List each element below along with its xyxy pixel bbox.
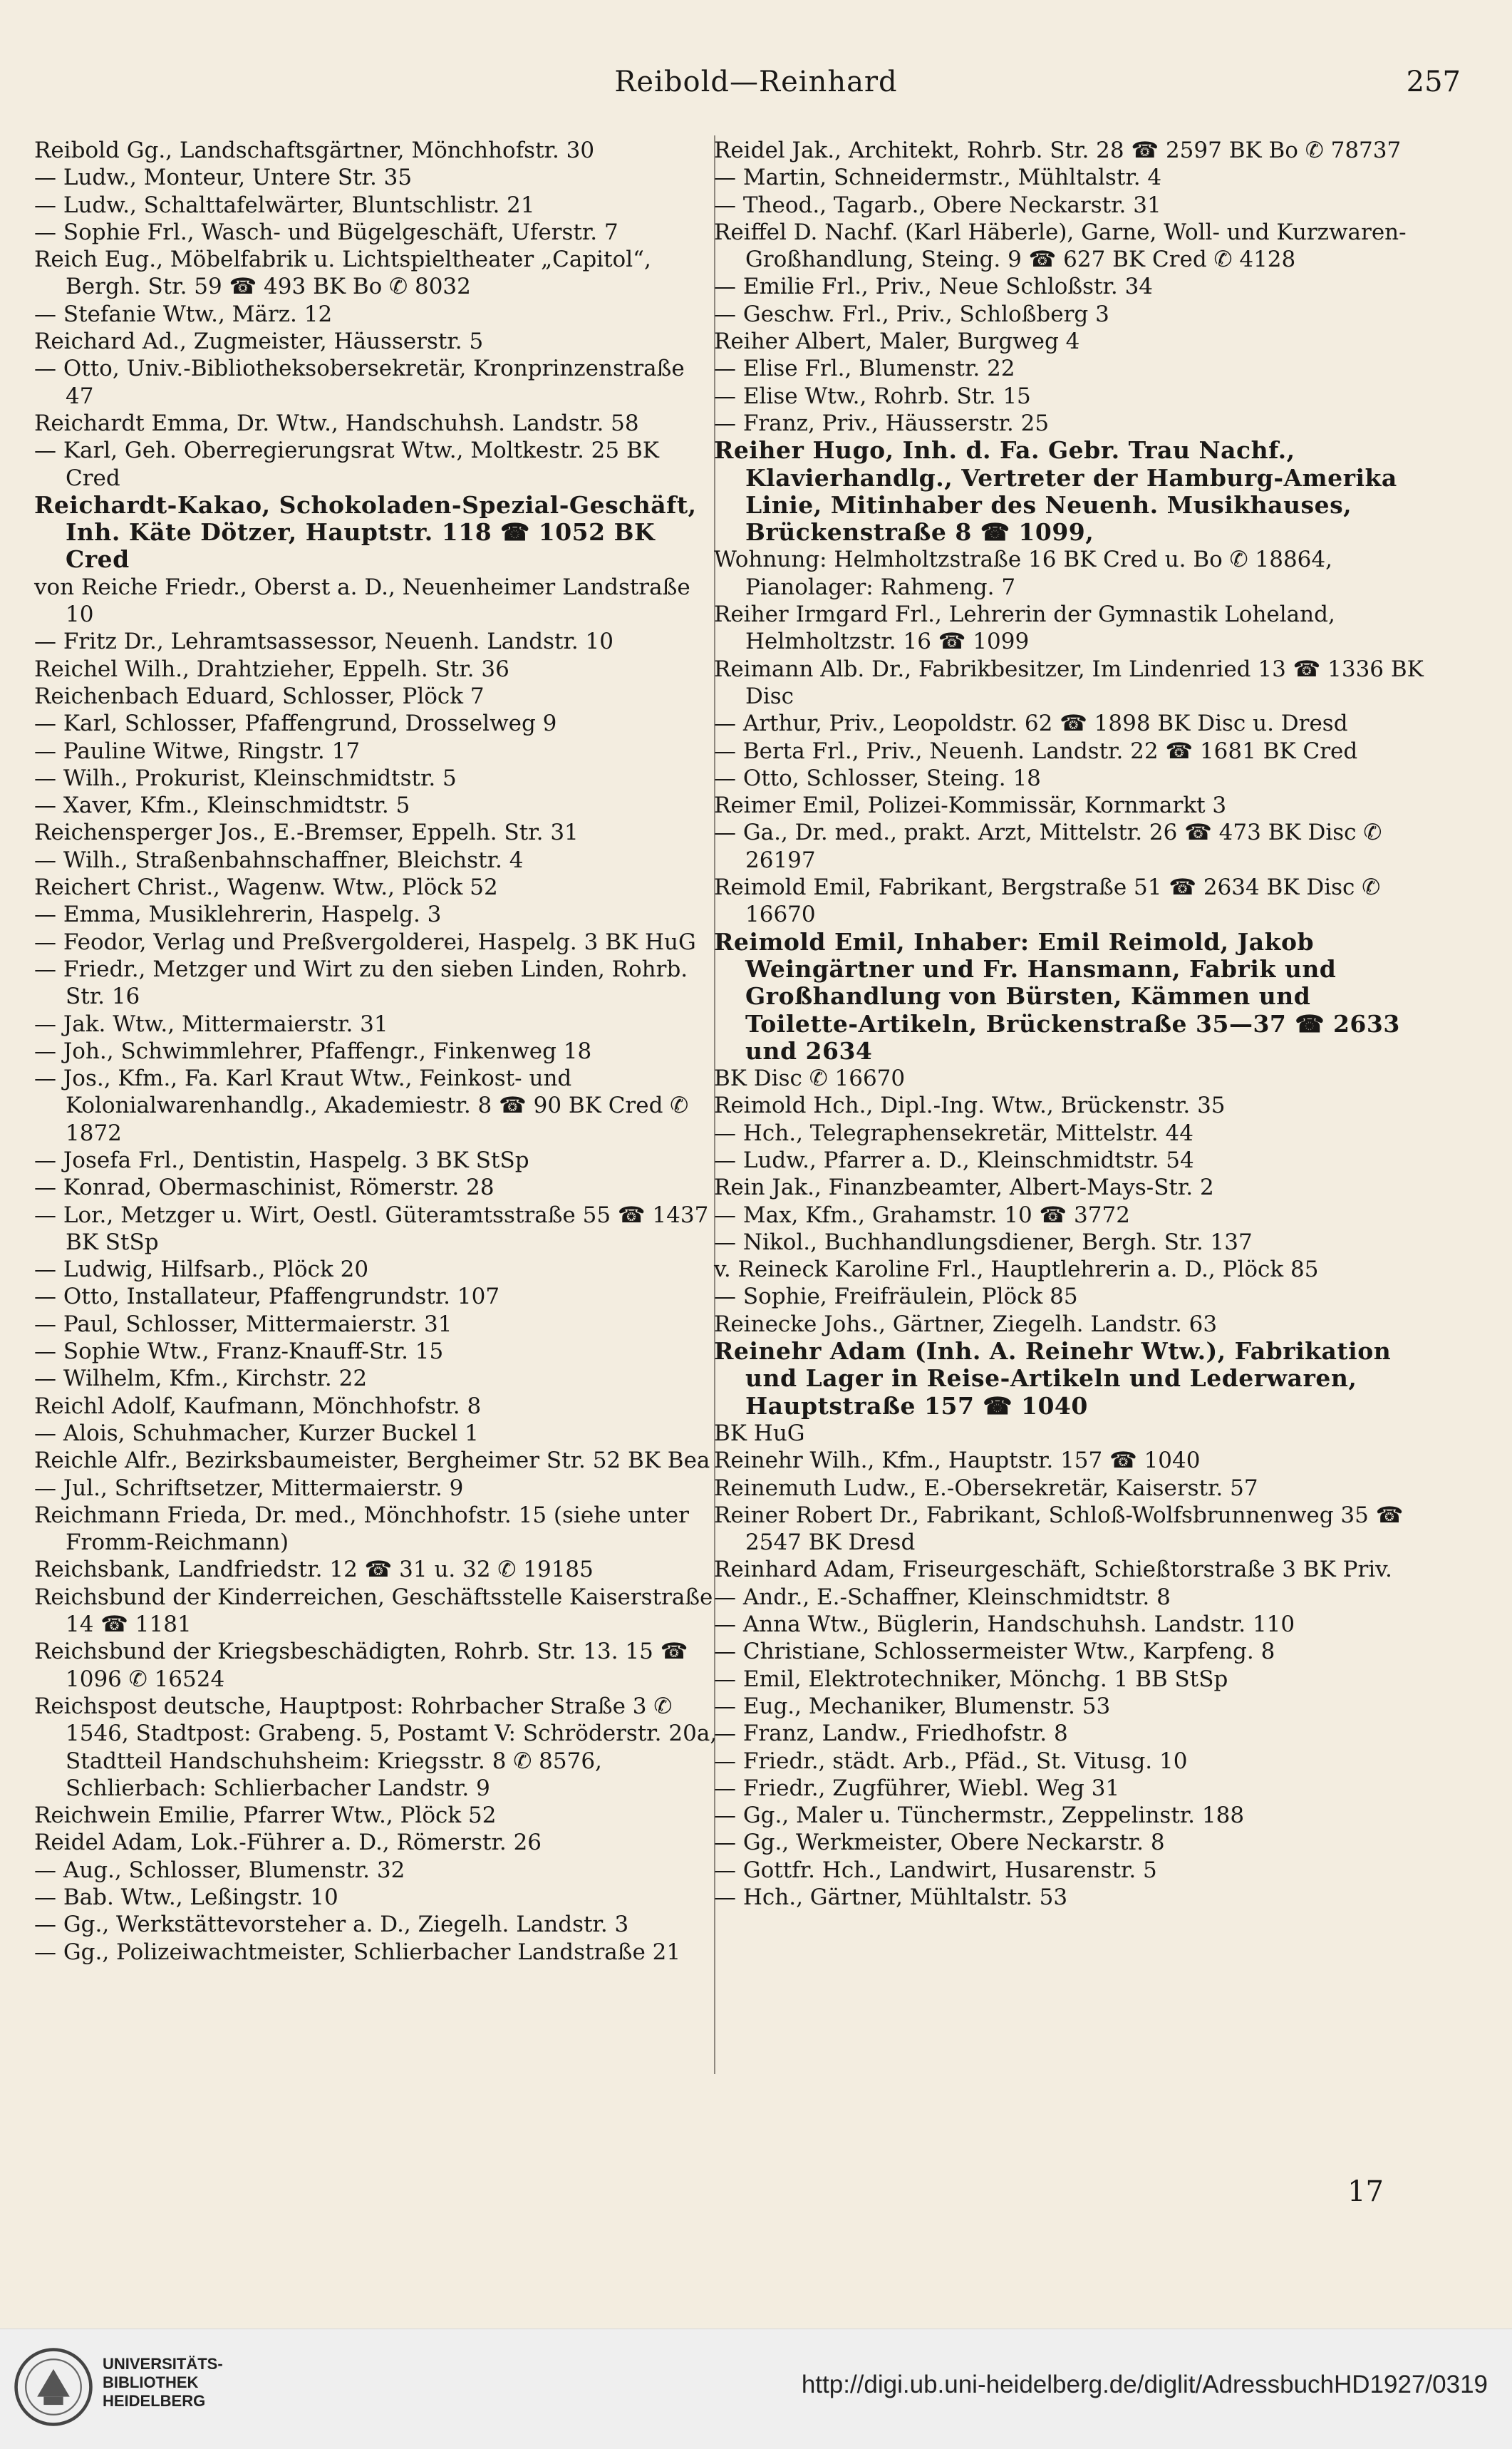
directory-entry: — Arthur, Priv., Leopoldstr. 62 ☎ 1898 BK Disc u. Dresd: [714, 711, 1348, 737]
directory-entry: — Emma, Musiklehrerin, Haspelg. 3: [34, 902, 442, 928]
directory-entry: — Otto, Univ.-Bibliotheksobersekretär, Kronprinzenstraße 47: [34, 356, 685, 409]
directory-entry: Reichsbank, Landfriedstr. 12 ☎ 31 u. 32 ✆ 19185: [34, 1557, 594, 1583]
directory-entry: — Elise Frl., Blumenstr. 22: [714, 356, 1015, 382]
directory-entry: Reimold Emil, Inhaber: Emil Reimold, Jakob Weingärtner und Fr. Hansmann, Fabrik und Großhandlung von Bürsten, Kämmen und Toilette-Artikeln, Brückenstraße 35—37 ☎ 2633 und 2634: [714, 927, 1400, 1065]
footer-bar: [0, 2329, 1512, 2449]
directory-entry: Reimann Alb. Dr., Fabrikbesitzer, Im Lindenried 13 ☎ 1336 BK Disc: [714, 656, 1424, 709]
directory-entry: Reiffel D. Nachf. (Karl Häberle), Garne, Woll- und Kurzwaren-Großhandlung, Steing. 9 ☎ 627 BK Cred ✆ 4128: [714, 219, 1407, 273]
directory-entry: — Friedr., Zugführer, Wiebl. Weg 31: [714, 1775, 1120, 1801]
directory-entry: — Karl, Schlosser, Pfaffengrund, Drosselweg 9: [34, 711, 557, 737]
logo-line: BIBLIOTHEK: [103, 2373, 199, 2391]
directory-entry: Reiner Robert Dr., Fabrikant, Schloß-Wolfsbrunnenweg 35 ☎ 2547 BK Dresd: [714, 1502, 1404, 1556]
directory-entry: Reiher Irmgard Frl., Lehrerin der Gymnastik Loheland, Helmholtzstr. 16 ☎ 1099: [714, 602, 1335, 655]
directory-entry: von Reiche Friedr., Oberst a. D., Neuenheimer Landstraße 10: [34, 574, 690, 628]
directory-entry: — Otto, Schlosser, Steing. 18: [714, 765, 1041, 791]
directory-entry: — Fritz Dr., Lehramtsassessor, Neuenh. Landstr. 10: [34, 629, 614, 655]
directory-entry: Reimold Hch., Dipl.-Ing. Wtw., Brückenstr. 35: [714, 1093, 1226, 1119]
directory-entry: — Hch., Gärtner, Mühltalstr. 53: [714, 1885, 1068, 1910]
directory-entry: — Xaver, Kfm., Kleinschmidtstr. 5: [34, 793, 410, 819]
directory-entry: — Joh., Schwimmlehrer, Pfaffengr., Finkenweg 18: [34, 1038, 592, 1064]
directory-entry: — Wilh., Straßenbahnschaffner, Bleichstr. 4: [34, 847, 524, 873]
directory-entry: — Jak. Wtw., Mittermaierstr. 31: [34, 1011, 388, 1037]
library-logo: [13, 2341, 227, 2433]
directory-entry: — Aug., Schlosser, Blumenstr. 32: [34, 1857, 405, 1883]
directory-entry: — Sophie Frl., Wasch- und Bügelgeschäft, Uferstr. 7: [34, 219, 618, 245]
directory-entry: v. Reineck Karoline Frl., Hauptlehrerin a. D., Plöck 85: [714, 1257, 1319, 1283]
directory-entry: Reinhard Adam, Friseurgeschäft, Schießtorstraße 3 BK Priv.: [714, 1557, 1392, 1583]
directory-entry: — Geschw. Frl., Priv., Schloßberg 3: [714, 301, 1109, 327]
directory-entry: — Ludw., Monteur, Untere Str. 35: [34, 165, 413, 191]
directory-entry: — Alois, Schuhmacher, Kurzer Buckel 1: [34, 1420, 479, 1446]
directory-entry: — Eug., Mechaniker, Blumenstr. 53: [714, 1693, 1111, 1719]
logo-text: [103, 2355, 223, 2411]
directory-entry: — Max, Kfm., Grahamstr. 10 ☎ 3772: [714, 1202, 1130, 1228]
directory-entry: Reinehr Wilh., Kfm., Hauptstr. 157 ☎ 1040: [714, 1448, 1201, 1474]
directory-entry: Reinecke Johs., Gärtner, Ziegelh. Landstr. 63: [714, 1311, 1218, 1337]
directory-entry: Reichert Christ., Wagenw. Wtw., Plöck 52: [34, 875, 498, 901]
left-column: [34, 137, 718, 1966]
directory-entry: — Lor., Metzger u. Wirt, Oestl. Güteramtsstraße 55 ☎ 1437 BK StSp: [34, 1202, 709, 1255]
directory-entry: — Feodor, Verlag und Preßvergolderei, Haspelg. 3 BK HuG: [34, 929, 696, 955]
right-column: [714, 137, 1426, 1911]
page-number: 257: [1406, 66, 1461, 98]
directory-entry: Wohnung: Helmholtzstraße 16 BK Cred u. Bo ✆ 18864, Pianolager: Rahmeng. 7: [714, 547, 1332, 600]
directory-entry: — Wilh., Prokurist, Kleinschmidtstr. 5: [34, 765, 457, 791]
directory-entry: — Sophie Wtw., Franz-Knauff-Str. 15: [34, 1339, 444, 1365]
directory-entry: — Franz, Priv., Häusserstr. 25: [714, 410, 1050, 436]
directory-entry: Reibold Gg., Landschaftsgärtner, Mönchhofstr. 30: [34, 138, 595, 163]
directory-entry: — Gg., Werkmeister, Obere Neckarstr. 8: [714, 1830, 1165, 1856]
directory-entry: — Hch., Telegraphensekretär, Mittelstr. 44: [714, 1120, 1193, 1146]
directory-entry: — Pauline Witwe, Ringstr. 17: [34, 738, 361, 764]
directory-entry: — Jos., Kfm., Fa. Karl Kraut Wtw., Feinkost- und Kolonialwarenhandlg., Akademiestr. 8 ☎ 90 BK Cred ✆ 1872: [34, 1066, 689, 1146]
directory-entry: Reichmann Frieda, Dr. med., Mönchhofstr. 15 (siehe unter Fromm-Reichmann): [34, 1502, 689, 1556]
directory-entry: Reichenbach Eduard, Schlosser, Plöck 7: [34, 683, 485, 709]
directory-entry: — Bab. Wtw., Leßingstr. 10: [34, 1885, 338, 1910]
directory-entry: — Andr., E.-Schaffner, Kleinschmidtstr. 8: [714, 1584, 1171, 1610]
directory-entry: — Ludwig, Hilfsarb., Plöck 20: [34, 1257, 369, 1283]
logo-line: UNIVERSITÄTS-: [103, 2355, 223, 2373]
directory-entry: — Friedr., Metzger und Wirt zu den sieben Linden, Rohrb. Str. 16: [34, 956, 688, 1010]
directory-entry: — Otto, Installateur, Pfaffengrundstr. 107: [34, 1284, 500, 1310]
directory-entry: Reiher Albert, Maler, Burgweg 4: [714, 329, 1080, 355]
directory-entry: — Jul., Schriftsetzer, Mittermaierstr. 9: [34, 1475, 464, 1501]
directory-entry: Reichsbund der Kriegsbeschädigten, Rohrb. Str. 13. 15 ☎ 1096 ✆ 16524: [34, 1639, 688, 1692]
directory-entry: — Emilie Frl., Priv., Neue Schloßstr. 34: [714, 274, 1154, 300]
logo-line: HEIDELBERG: [103, 2392, 206, 2410]
directory-entry: BK Disc ✆ 16670: [714, 1066, 906, 1092]
directory-entry: — Konrad, Obermaschinist, Römerstr. 28: [34, 1175, 494, 1201]
directory-entry: — Christiane, Schlossermeister Wtw., Karpfeng. 8: [714, 1639, 1275, 1665]
directory-entry: — Gg., Polizeiwachtmeister, Schlierbacher Landstraße 21: [34, 1939, 681, 1965]
directory-entry: — Ga., Dr. med., prakt. Arzt, Mittelstr. 26 ☎ 473 BK Disc ✆ 26197: [714, 820, 1382, 873]
directory-entry: — Stefanie Wtw., März. 12: [34, 301, 333, 327]
directory-entry: — Gg., Maler u. Tünchermstr., Zeppelinstr. 188: [714, 1803, 1245, 1829]
directory-entry: — Karl, Geh. Oberregierungsrat Wtw., Moltkestr. 25 BK Cred: [34, 438, 659, 491]
directory-entry: Reidel Jak., Architekt, Rohrb. Str. 28 ☎ 2597 BK Bo ✆ 78737: [714, 138, 1402, 163]
directory-entry: Reichardt Emma, Dr. Wtw., Handschuhsh. Landstr. 58: [34, 410, 639, 436]
directory-entry: Reiher Hugo, Inh. d. Fa. Gebr. Trau Nachf., Klavierhandlg., Vertreter der Hamburg-Amerika Linie, Mitinhaber des Neuenh. Musikhauses, Brückenstraße 8 ☎ 1099,: [714, 436, 1397, 547]
directory-entry: — Josefa Frl., Dentistin, Haspelg. 3 BK StSp: [34, 1147, 529, 1173]
directory-entry: Reimold Emil, Fabrikant, Bergstraße 51 ☎ 2634 BK Disc ✆ 16670: [714, 875, 1381, 928]
directory-entry: — Ludw., Schalttafelwärter, Bluntschlistr. 21: [34, 192, 535, 218]
directory-entry: — Paul, Schlosser, Mittermaierstr. 31: [34, 1311, 452, 1337]
directory-entry: Reichl Adolf, Kaufmann, Mönchhofstr. 8: [34, 1393, 482, 1419]
directory-entry: — Nikol., Buchhandlungsdiener, Bergh. Str. 137: [714, 1229, 1253, 1255]
directory-entry: Reichle Alfr., Bezirksbaumeister, Bergheimer Str. 52 BK Bea: [34, 1448, 710, 1474]
directory-entry: — Sophie, Freifräulein, Plöck 85: [714, 1284, 1078, 1310]
directory-entry: Reich Eug., Möbelfabrik u. Lichtspieltheater „Capitol“, Bergh. Str. 59 ☎ 493 BK Bo ✆ 8032: [34, 247, 651, 300]
running-header: Reibold—Reinhard: [614, 66, 898, 98]
directory-entry: Reimer Emil, Polizei-Kommissär, Kornmarkt 3: [714, 793, 1227, 819]
directory-entry: Reichardt-Kakao, Schokoladen-Spezial-Geschäft, Inh. Käte Dötzer, Hauptstr. 118 ☎ 1052 BK Cred: [34, 490, 697, 574]
source-url-link[interactable]: http://digi.ub.uni-heidelberg.de/diglit/AdressbuchHD1927/0319: [801, 2371, 1488, 2398]
directory-entry: Reichspost deutsche, Hauptpost: Rohrbacher Straße 3 ✆ 1546, Stadtpost: Grabeng. 5, Postamt V: Schröderstr. 20a, Stadtteil Handschuhsheim: Kriegsstr. 8 ✆ 8576, Schlierbach: Schlierbacher Landstr. 9: [34, 1693, 718, 1801]
signature-mark: 17: [1347, 2175, 1384, 2208]
directory-entry: Reinehr Adam (Inh. A. Reinehr Wtw.), Fabrikation und Lager in Reise-Artikeln und Lederwaren, Hauptstraße 157 ☎ 1040: [714, 1337, 1392, 1420]
directory-entry: — Elise Wtw., Rohrb. Str. 15: [714, 383, 1031, 409]
directory-entry: BK HuG: [714, 1420, 805, 1446]
directory-entry: Reichwein Emilie, Pfarrer Wtw., Plöck 52: [34, 1803, 497, 1829]
directory-entry: — Franz, Landw., Friedhofstr. 8: [714, 1721, 1068, 1747]
directory-entry: Reichel Wilh., Drahtzieher, Eppelh. Str. 36: [34, 656, 509, 682]
directory-entry: — Berta Frl., Priv., Neuenh. Landstr. 22 ☎ 1681 BK Cred: [714, 738, 1358, 764]
directory-entry: — Martin, Schneidermstr., Mühltalstr. 4: [714, 165, 1162, 191]
directory-entry: — Anna Wtw., Büglerin, Handschuhsh. Landstr. 110: [714, 1612, 1295, 1638]
directory-entry: Reichensperger Jos., E.-Bremser, Eppelh. Str. 31: [34, 820, 579, 846]
directory-entry: — Emil, Elektrotechniker, Mönchg. 1 BB StSp: [714, 1666, 1228, 1692]
directory-entry: — Ludw., Pfarrer a. D., Kleinschmidtstr. 54: [714, 1147, 1194, 1173]
directory-entry: Reichsbund der Kinderreichen, Geschäftsstelle Kaiserstraße 14 ☎ 1181: [34, 1584, 713, 1638]
directory-entry: — Theod., Tagarb., Obere Neckarstr. 31: [714, 192, 1161, 218]
directory-entry: Reidel Adam, Lok.-Führer a. D., Römerstr. 26: [34, 1830, 542, 1856]
directory-entry: Reinemuth Ludw., E.-Obersekretär, Kaiserstr. 57: [714, 1475, 1258, 1501]
seal-icon: [13, 2346, 94, 2428]
directory-entry: — Wilhelm, Kfm., Kirchstr. 22: [34, 1366, 368, 1392]
directory-entry: — Friedr., städt. Arb., Pfäd., St. Vitusg. 10: [714, 1748, 1188, 1774]
directory-entry: Reichard Ad., Zugmeister, Häusserstr. 5: [34, 329, 484, 355]
directory-entry: Rein Jak., Finanzbeamter, Albert-Mays-Str. 2: [714, 1175, 1214, 1201]
directory-entry: — Gg., Werkstättevorsteher a. D., Ziegelh. Landstr. 3: [34, 1912, 629, 1938]
directory-entry: — Gottfr. Hch., Landwirt, Husarenstr. 5: [714, 1857, 1157, 1883]
